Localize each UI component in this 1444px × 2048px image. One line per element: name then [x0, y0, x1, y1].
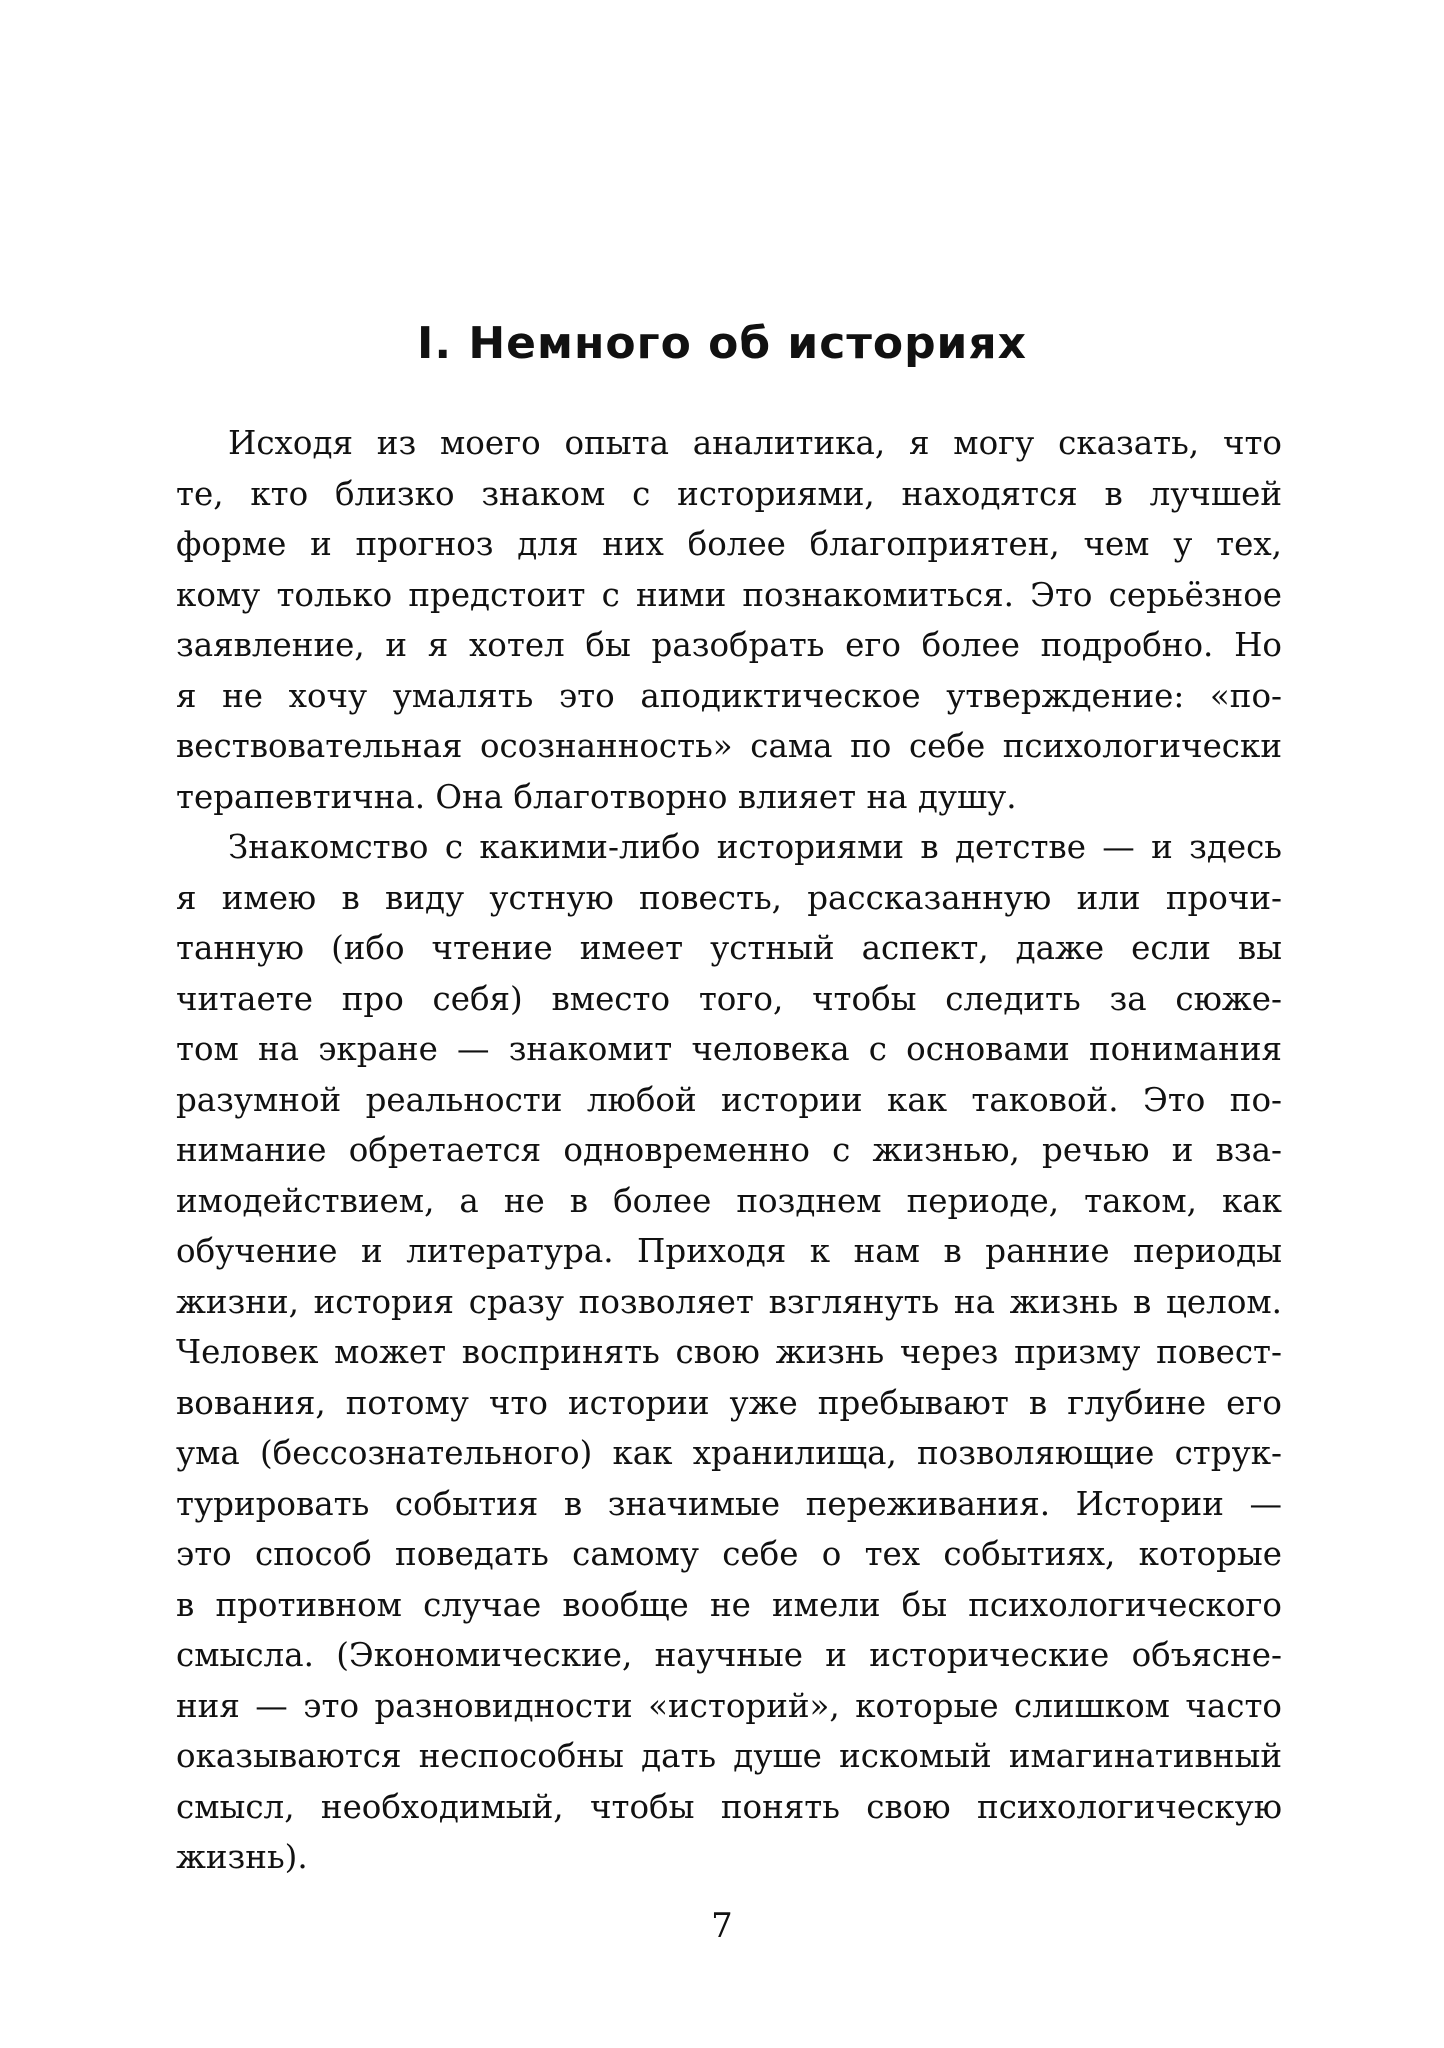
text-line: ния — это разновидности «историй», которые слишком часто: [176, 1686, 1282, 1725]
text-line: нимание обретается одновременно с жизнью, речью и вза-: [176, 1131, 1282, 1169]
text-line: заявление, и я хотел бы разобрать его более подробно. Но: [176, 626, 1282, 664]
text-line: танную (ибо чтение имеет устный аспект, даже если вы: [176, 929, 1282, 967]
text-line: Исходя из моего опыта аналитика, я могу сказать, что: [228, 424, 1282, 462]
page-number: 7: [711, 1906, 733, 1946]
text-line: турировать события в значимые переживания. Истории —: [176, 1484, 1282, 1523]
text-line: те, кто близко знаком с историями, находятся в лучшей: [176, 474, 1282, 513]
text-line: это способ поведать самому себе о тех событиях, которые: [176, 1535, 1282, 1573]
text-line: обучение и литература. Приходя к нам в ранние периоды: [176, 1232, 1282, 1270]
body-text: [176, 418, 1282, 1883]
text-line: форме и прогноз для них более благоприятен, чем у тех,: [176, 525, 1282, 563]
text-line: я имею в виду устную повесть, рассказанную или прочи-: [176, 878, 1282, 917]
text-line: смысла. (Экономические, научные и исторические объясне-: [176, 1636, 1282, 1674]
text-line: вования, потому что истории уже пребывают в глубине его: [176, 1383, 1282, 1422]
text-line: читаете про себя) вместо того, чтобы следить за сюже-: [176, 979, 1282, 1018]
text-line: оказываются неспособны дать душе искомый имагинативный: [176, 1737, 1282, 1775]
text-line: Человек может воспринять свою жизнь через призму повест-: [176, 1333, 1282, 1371]
text-line: разумной реальности любой истории как таковой. Это по-: [176, 1080, 1282, 1119]
paragraph-2: [176, 822, 1282, 1883]
text-line: том на экране — знакомит человека с основами понимания: [176, 1030, 1282, 1068]
text-line: смысл, необходимый, чтобы понять свою психологическую: [176, 1787, 1282, 1826]
text-line: я не хочу умалять это аподиктическое утверждение: «по-: [176, 676, 1282, 715]
text-line: жизнь).: [176, 1838, 308, 1876]
text-line: в противном случае вообще не имели бы психологического: [176, 1585, 1282, 1624]
paragraph-1: [176, 418, 1282, 822]
text-line: жизни, история сразу позволяет взглянуть на жизнь в целом.: [176, 1282, 1282, 1321]
text-line: вествовательная осознанность» сама по себе психологически: [176, 727, 1282, 765]
text-line: Знакомство с какими-либо историями в детстве — и здесь: [228, 828, 1282, 866]
text-line: ума (бессознательного) как хранилища, позволяющие струк-: [176, 1434, 1282, 1472]
text-line: кому только предстоит с ними познакомиться. Это серьёзное: [176, 575, 1282, 614]
text-line: терапевтична. Она благотворно влияет на душу.: [176, 777, 1017, 816]
text-line: имодействием, а не в более позднем периоде, таком, как: [176, 1181, 1282, 1220]
chapter-title: I. Немного об историях: [416, 318, 1028, 369]
